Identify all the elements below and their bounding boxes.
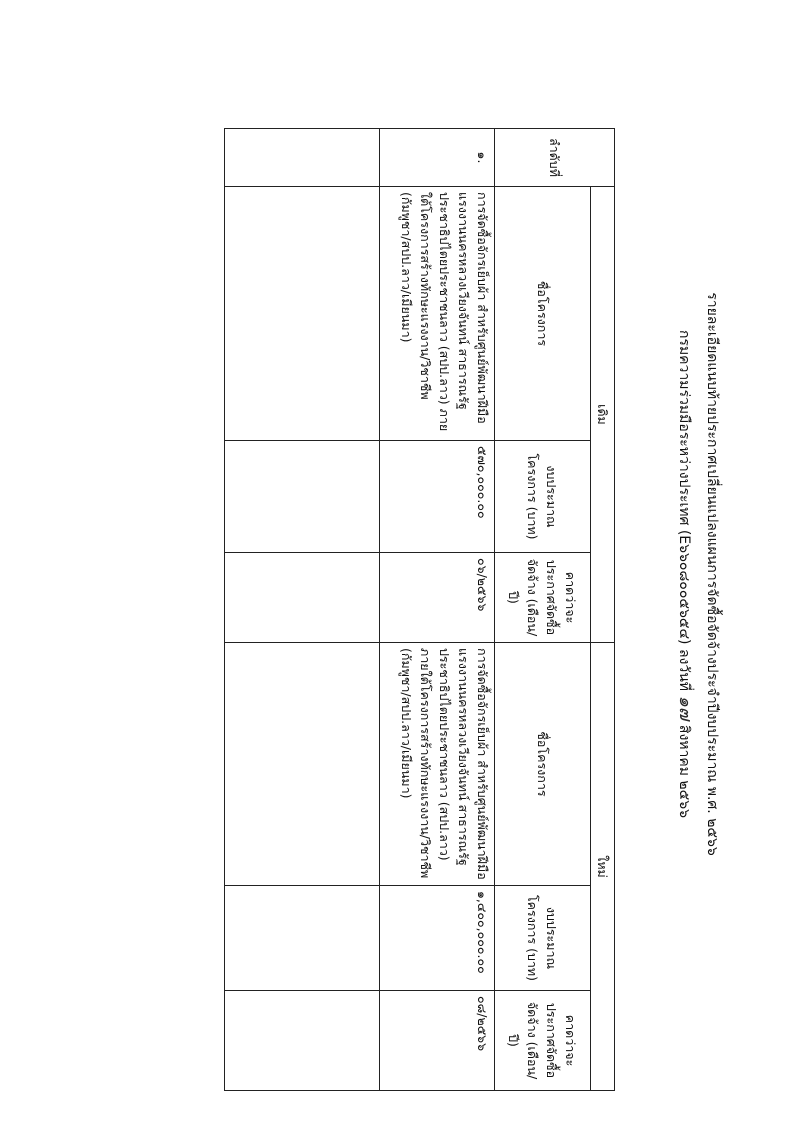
empty-cell [225,129,380,187]
document-subtitle [675,0,694,1148]
new-budget: ๑,๔๐๐,๐๐๐.๐๐ [380,886,495,991]
header-new-project-name: ชื่อโครงการ [495,643,591,886]
old-budget: ๕๗๐,๐๐๐.๐๐ [380,441,495,553]
group-header-new: ใหม่ [591,643,615,1091]
row-index: ๑. [380,129,495,187]
old-expected-month: ๐๖/๒๕๖๖ [380,553,495,643]
header-old-budget: งบประมาณโครงการ (บาท) [495,441,591,553]
empty-cell [225,441,380,553]
header-new-budget: งบประมาณโครงการ (บาท) [495,886,591,991]
handwritten-day: ๑๗ [675,695,696,721]
document-title [703,0,721,1148]
header-index: ลำดับที่ [495,129,615,187]
empty-cell [225,643,380,886]
new-project-name: การจัดซื้อจักรเย็บผ้า สำหรับศูนย์พัฒนาฝีมือแรงงานนครหลวงเวียงจันทน์ สาธารณรัฐประชาธิปไตยประชาชนลาว (สปป.ลาว) ภายใต้โครงการสร้างทักษะแรงงาน/วิชาชีพ (กัมพูชา/สปป.ลาว/เมียนมา) [380,643,495,886]
old-project-name: การจัดซื้อจักรเย็บผ้า สำหรับศูนย์พัฒนาฝีมือแรงงานนครหลวงเวียงจันทน์ สาธารณรัฐประชาธิปไตยประชาชนลาว (สปป.ลาว) ภายใต้โครงการสร้างทักษะแรงงาน/วิชาชีพ (กัมพูชา/สปป.ลาว/เมียนมา) [380,187,495,441]
empty-row [225,129,380,1091]
empty-cell [225,886,380,991]
title-line-2-month: สิงหาคม ๒๕๖๖ [676,724,692,819]
procurement-change-table [224,128,615,1091]
header-old-project-name: ชื่อโครงการ [495,187,591,441]
empty-cell [225,553,380,643]
empty-cell [225,187,380,441]
group-header-old: เดิม [591,187,615,643]
table-row [380,129,495,1091]
title-line-2: กรมความร่วมมือระหว่างประเทศ (E๖๖๐๘๐๐๕๖๕๔) ลงวันที่ [676,329,692,692]
header-old-expected-month: คาดว่าจะประกาศจัดซื้อจัดจ้าง (เดือน/ปี) [495,553,591,643]
new-expected-month: ๐๘/๒๕๖๖ [380,991,495,1091]
header-new-expected-month: คาดว่าจะประกาศจัดซื้อจัดจ้าง (เดือน/ปี) [495,991,591,1091]
title-line-1: รายละเอียดแนบท้ายประกาศเปลี่ยนแปลงแผนการจัดซื้อจัดจ้างประจำปีงบประมาณ พ.ศ. ๒๕๖๖ [704,292,720,856]
empty-cell [225,991,380,1091]
